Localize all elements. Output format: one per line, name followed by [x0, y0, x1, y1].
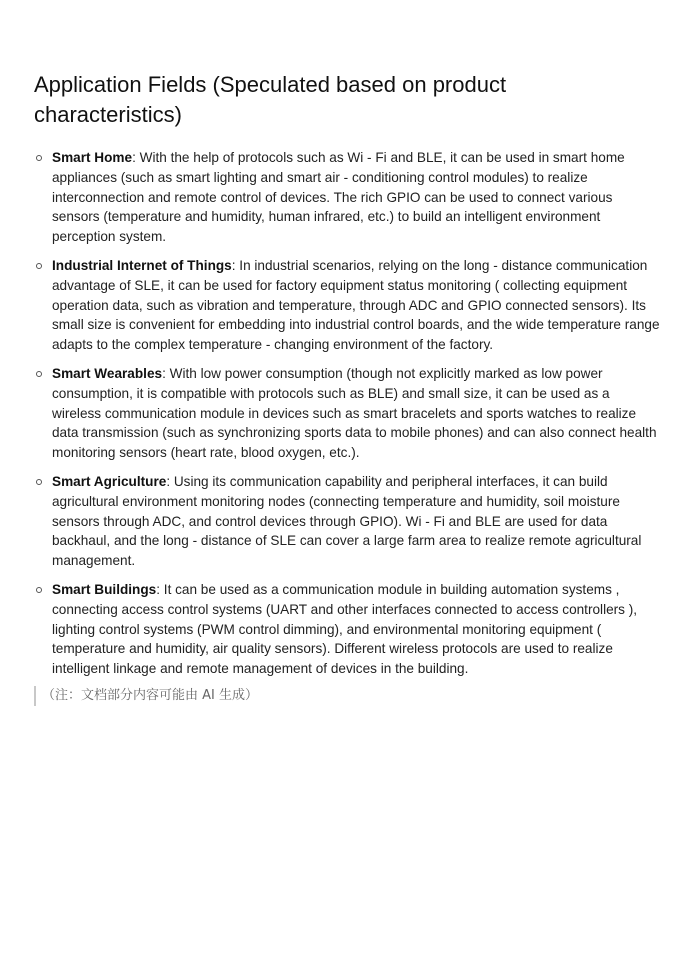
list-item-industrial-iot [34, 256, 662, 355]
list-item-smart-home [34, 148, 662, 247]
circle-bullet-icon [36, 371, 42, 377]
list-item-smart-buildings [34, 580, 662, 679]
item-text: : In industrial scenarios, relying on the long - distance communication advantage of SLE, it can be used for factory equipment status monitoring ( collecting equipment operation data, such as vibration and temperature, through ADC and GPIO connected sensors). Its small size is convenient for embedding into industrial control boards, and the wide temperature range adapts to the complex temperature - changing environment of the factory. [52, 257, 660, 353]
item-text: : Using its communication capability and peripheral interfaces, it can build agricultural environment monitoring nodes (connecting temperature and humidity, soil moisture sensors through ADC, and control devices through GPIO). Wi - Fi and BLE are used for data backhaul, and the long - distance of SLE can cover a large farm area to realize remote agricultural management. [52, 473, 642, 569]
item-text: : With the help of protocols such as Wi - Fi and BLE, it can be used in smart home appliances (such as smart lighting and smart air - conditioning control modules) to realize interconnection and remote control of devices. The rich GPIO can be used to connect various sensors (temperature and humidity, human infrared, etc.) to build an intelligent environment perception system. [52, 150, 625, 245]
note-text: （注：文档部分内容可能由 AI 生成） [42, 687, 258, 703]
item-heading: Smart Buildings [52, 581, 157, 597]
application-list [34, 148, 662, 679]
item-heading: Smart Home [52, 150, 133, 165]
circle-bullet-icon [36, 155, 42, 161]
circle-bullet-icon [36, 479, 42, 485]
item-text: : With low power consumption (though not explicitly marked as low power consumption, it is compatible with protocols such as BLE) and small size, it can be used as a wireless communication module in devices such as smart bracelets and sports watches to realize data transmission (such as synchronizing sports data to mobile phones) and can also connect health monitoring sensors (heart rate, blood oxygen, etc.). [52, 365, 657, 461]
item-heading: Smart Agriculture [52, 473, 167, 489]
section-title: Application Fields (Speculated based on product characteristics) [34, 72, 507, 127]
circle-bullet-icon [36, 263, 42, 269]
document-page [34, 70, 662, 706]
quote-bar [34, 686, 36, 706]
item-heading: Industrial Internet of Things [52, 257, 232, 273]
item-text: : It can be used as a communication module in building automation systems , connecting access control systems (UART and other interfaces connected to access controllers ), lighting control systems (PWM control dimming), and environmental monitoring equipment ( temperature and humidity, air quality sensors). Different wireless protocols are used to realize intelligent linkage and remote management of devices in the building. [52, 581, 638, 677]
ai-generated-note [34, 686, 662, 706]
circle-bullet-icon [36, 587, 42, 593]
list-item-smart-agriculture [34, 472, 662, 571]
list-item-smart-wearables [34, 364, 662, 463]
item-heading: Smart Wearables [52, 365, 163, 381]
